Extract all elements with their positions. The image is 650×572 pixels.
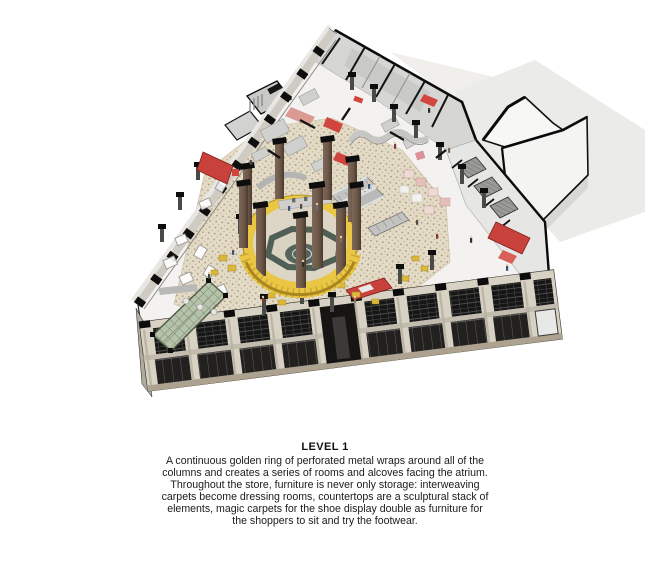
caption-line: elements, magic carpets for the shoe display double as furniture for xyxy=(167,502,483,515)
caption-line: A continuous golden ring of perforated metal wraps around all of the xyxy=(165,455,484,467)
caption-line: Throughout the store, furniture is never only storage: interweaving xyxy=(170,478,480,491)
caption xyxy=(95,441,555,527)
caption-line: columns and creates a series of rooms and alcoves facing the atrium. xyxy=(162,466,488,479)
caption-title: LEVEL 1 xyxy=(301,441,349,453)
caption-line: carpets become dressing rooms, countertops are a sculptural stack of xyxy=(161,490,489,503)
caption-line: the shoppers to sit and try the footwear. xyxy=(232,514,418,527)
